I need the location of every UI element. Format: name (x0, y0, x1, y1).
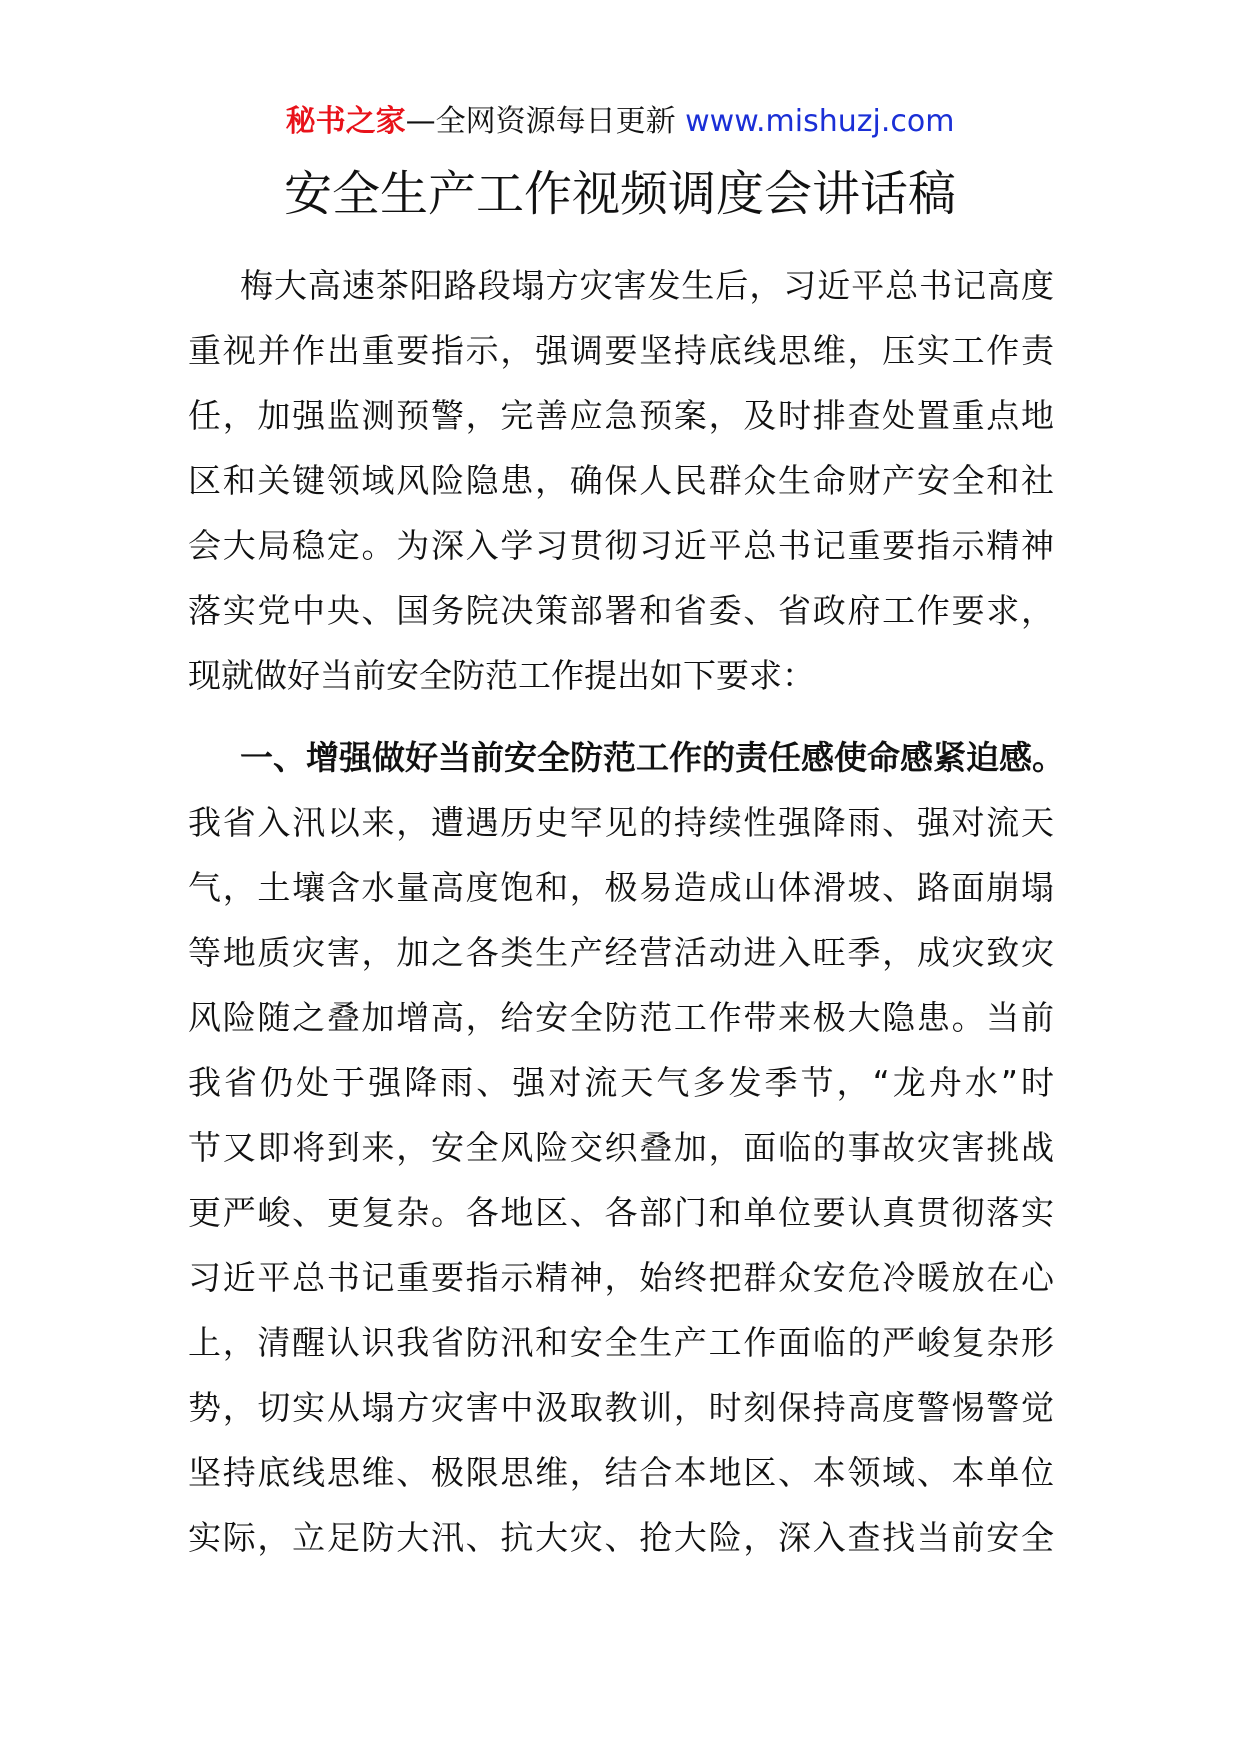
section-heading: 一、增强做好当前安全防范工作的责任感使命感紧迫感。 (240, 738, 1065, 777)
text-line: 重视并作出重要指示，强调要坚持底线思维，压实工作责 (188, 331, 1054, 370)
section-one (188, 725, 1065, 1570)
text-line: 上，清醒认识我省防汛和安全生产工作面临的严峻复杂形 (188, 1323, 1054, 1362)
text-line: 势，切实从塌方灾害中汲取教训，时刻保持高度警惕警觉 (188, 1388, 1054, 1427)
banner-slogan: —全网资源每日更新 (405, 104, 676, 139)
text-line: 更严峻、更复杂。各地区、各部门和单位要认真贯彻落实 (188, 1193, 1054, 1232)
text-line: 我省入汛以来，遭遇历史罕见的持续性强降雨、强对流天 (188, 803, 1054, 842)
text-line: 现就做好当前安全防范工作提出如下要求： (188, 656, 815, 695)
banner-url-link[interactable]: www.mishuzj.com (685, 104, 955, 139)
text-line: 区和关键领域风险隐患，确保人民群众生命财产安全和社 (188, 461, 1054, 500)
text-line: 实际，立足防大汛、抗大灾、抢大险，深入查找当前安全 (188, 1518, 1054, 1557)
text-line: 节又即将到来，安全风险交织叠加，面临的事故灾害挑战 (188, 1128, 1054, 1167)
text-line: 任，加强监测预警，完善应急预案，及时排查处置重点地 (188, 396, 1054, 435)
paragraph-intro (188, 253, 1054, 708)
text-line: 我省仍处于强降雨、强对流天气多发季节，“龙舟水”时 (188, 1063, 1054, 1102)
text-line: 坚持底线思维、极限思维，结合本地区、本领域、本单位 (188, 1453, 1054, 1492)
text-line: 风险随之叠加增高，给安全防范工作带来极大隐患。当前 (188, 998, 1054, 1037)
banner-brand: 秘书之家 (285, 104, 406, 139)
text-line: 落实党中央、国务院决策部署和省委、省政府工作要求， (188, 591, 1054, 630)
text-line: 习近平总书记重要指示精神，始终把群众安危冷暖放在心 (188, 1258, 1054, 1297)
text-line: 气，土壤含水量高度饱和，极易造成山体滑坡、路面崩塌 (188, 868, 1054, 907)
site-banner (0, 100, 1240, 144)
text-line: 等地质灾害，加之各类生产经营活动进入旺季，成灾致灾 (188, 933, 1054, 972)
text-line: 会大局稳定。为深入学习贯彻习近平总书记重要指示精神 (188, 526, 1054, 565)
text-line: 梅大高速茶阳路段塌方灾害发生后，习近平总书记高度 (240, 266, 1054, 305)
document-title: 安全生产工作视频调度会讲话稿 (283, 166, 956, 222)
